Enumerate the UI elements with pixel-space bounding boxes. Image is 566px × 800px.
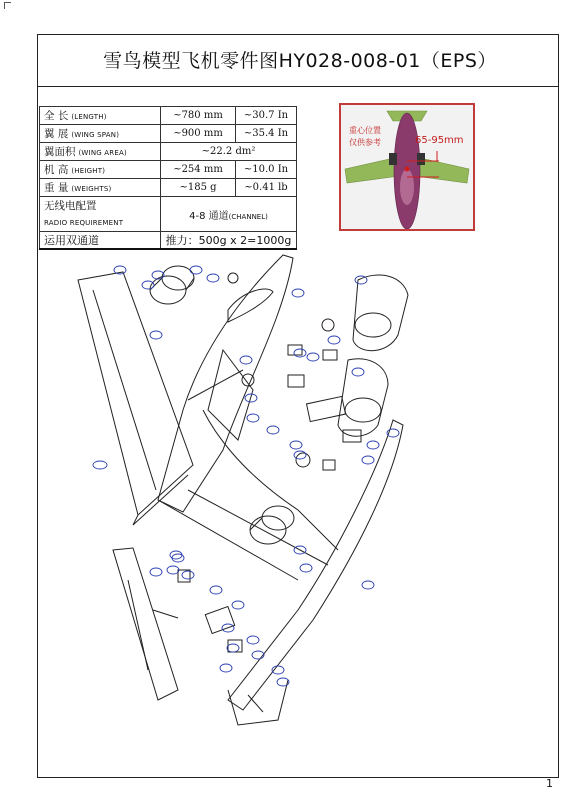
spec-label-en: (LENGTH) xyxy=(71,113,107,121)
spec-value: 推力：500g x 2=1000g xyxy=(161,232,297,250)
spec-label-en: (WING SPAN) xyxy=(71,131,120,139)
spec-metric: ~780 mm xyxy=(161,107,236,125)
spec-radio-value: 4-8 通道 xyxy=(189,210,229,222)
small-parts-cluster xyxy=(178,273,361,652)
spec-label-cn: 机 高 xyxy=(44,164,69,176)
spec-row-radio xyxy=(40,197,297,232)
left-wing-part xyxy=(78,272,193,525)
spec-label xyxy=(40,125,161,143)
spec-value: ~22.2 dm² xyxy=(161,143,297,161)
spec-row-motor xyxy=(40,232,297,250)
page-title: 雪鸟模型飞机零件图HY028-008-01（EPS） xyxy=(103,50,497,72)
spec-label xyxy=(40,161,161,179)
corner-mark xyxy=(4,2,11,9)
canopy-part xyxy=(228,289,273,322)
callout-markers xyxy=(93,266,399,686)
plane-top-view-illustration xyxy=(341,105,473,229)
cg-caption-line1: 重心位置 xyxy=(349,126,381,135)
spec-label-cn: 翼面积 xyxy=(44,146,76,158)
spec-metric: ~185 g xyxy=(161,179,236,197)
spec-label-cn: 全 长 xyxy=(44,110,69,122)
cg-reference-image xyxy=(339,103,475,231)
right-nacelle-top xyxy=(353,275,408,351)
spec-label-en: (WEIGHTS) xyxy=(71,185,112,193)
spec-imperial: ~30.7 In xyxy=(236,107,297,125)
title-divider xyxy=(37,86,559,87)
spec-metric: ~254 mm xyxy=(161,161,236,179)
spec-label-cn: 无线电配置 xyxy=(44,199,97,212)
spec-value xyxy=(161,197,297,232)
engine-nacelle-upper xyxy=(150,266,194,304)
spec-label: 运用双通道 xyxy=(40,232,161,250)
exploded-parts-drawing xyxy=(38,250,558,775)
spec-row-wing-area xyxy=(40,143,297,161)
engine-pod-lower xyxy=(250,506,294,544)
spec-row-height xyxy=(40,161,297,179)
lower-fuselage-part xyxy=(158,410,403,710)
spec-row-wingspan xyxy=(40,125,297,143)
fuselage-part xyxy=(158,255,293,512)
spec-label xyxy=(40,143,161,161)
spec-row-length xyxy=(40,107,297,125)
spec-radio-value-en: (CHANNEL) xyxy=(228,212,268,221)
spec-imperial: ~0.41 lb xyxy=(236,179,297,197)
spec-label-en: (HEIGHT) xyxy=(71,167,106,175)
spec-label xyxy=(40,179,161,197)
horizontal-stabilizer-part xyxy=(113,548,178,700)
spec-metric: ~900 mm xyxy=(161,125,236,143)
spec-label xyxy=(40,197,161,232)
cg-caption-line2: 仅供参考 xyxy=(349,138,381,147)
spec-label-cn: 重 量 xyxy=(44,182,69,194)
spec-label-en: (WING AREA) xyxy=(78,149,127,157)
tail-boom-part xyxy=(228,680,288,725)
spec-label xyxy=(40,107,161,125)
spec-table xyxy=(39,106,297,250)
spec-label-en: RADIO REQUIREMENT xyxy=(44,218,124,227)
spec-imperial: ~35.4 In xyxy=(236,125,297,143)
spec-imperial: ~10.0 In xyxy=(236,161,297,179)
page-number: 1 xyxy=(546,777,553,790)
spec-label-cn: 翼 展 xyxy=(44,128,69,140)
cg-dimension: 65-95mm xyxy=(415,135,464,146)
spec-row-weight xyxy=(40,179,297,197)
